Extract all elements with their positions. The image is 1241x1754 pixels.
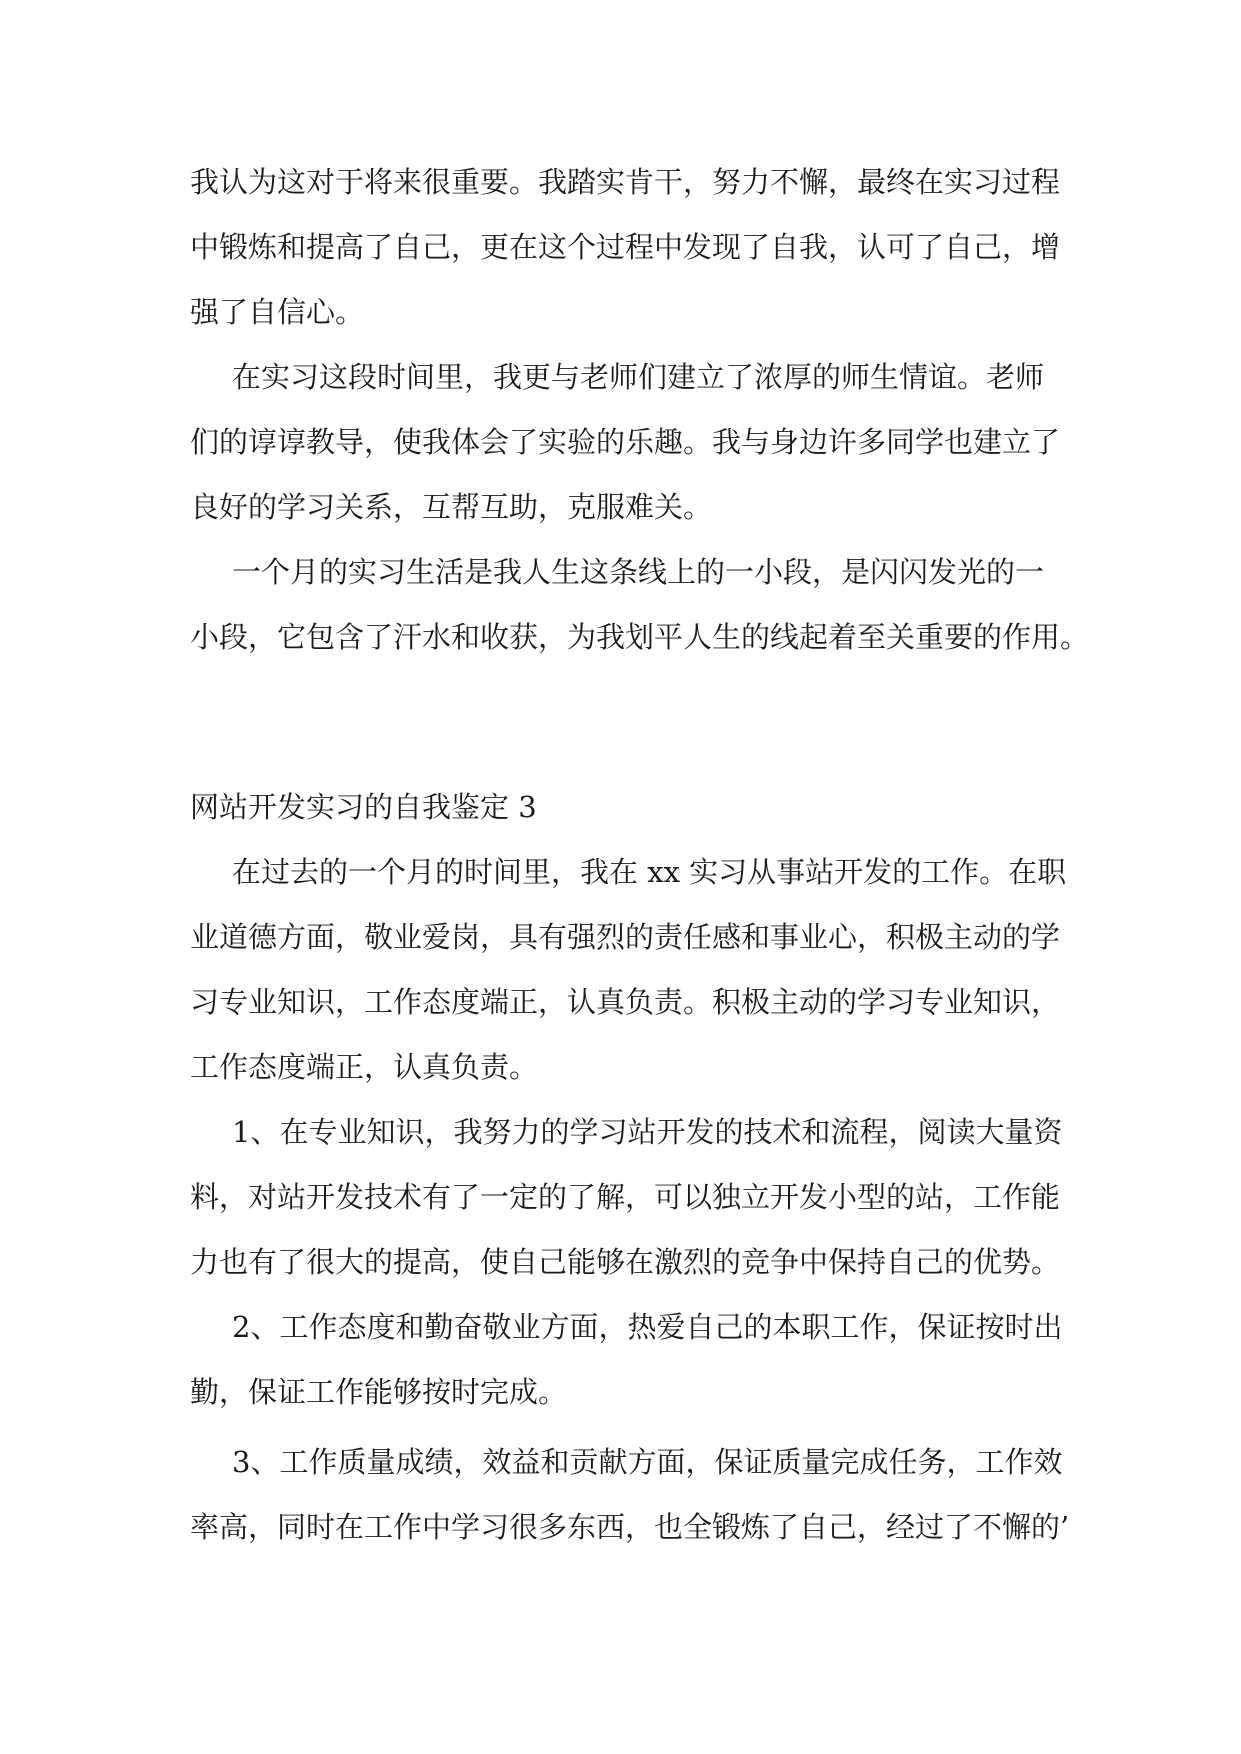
paragraph-line: 中锻炼和提高了自己，更在这个过程中发现了自我，认可了自己，增 (190, 230, 1061, 264)
paragraph-line: 工作态度端正，认真负责。 (190, 1050, 539, 1084)
paragraph-line: 3、工作质量成绩，效益和贡献方面，保证质量完成任务，工作效 (232, 1445, 1063, 1479)
paragraph-line: 1、在专业知识，我努力的学习站开发的技术和流程，阅读大量资 (232, 1115, 1063, 1149)
paragraph-line: 小段，它包含了汗水和收获，为我划平人生的线起着至关重要的作用。 (190, 620, 1090, 654)
paragraph-line: 料，对站开发技术有了一定的了解，可以独立开发小型的站，工作能 (190, 1180, 1061, 1214)
paragraph-line: 2、工作态度和勤奋敬业方面，热爱自己的本职工作，保证按时出 (232, 1310, 1063, 1344)
paragraph-line: 习专业知识，工作态度端正，认真负责。积极主动的学习专业知识， (190, 985, 1061, 1019)
paragraph-line: 力也有了很大的提高，使自己能够在激烈的竞争中保持自己的优势。 (190, 1245, 1061, 1279)
paragraph-line: 良好的学习关系，互帮互助，克服难关。 (190, 490, 713, 524)
paragraph-line: 们的谆谆教导，使我体会了实验的乐趣。我与身边许多同学也建立了 (190, 425, 1061, 459)
paragraph-line: 在实习这段时间里，我更与老师们建立了浓厚的师生情谊。老师 (232, 360, 1045, 394)
paragraph-line: 一个月的实习生活是我人生这条线上的一小段，是闪闪发光的一 (232, 555, 1045, 589)
paragraph-line: 在过去的一个月的时间里，我在 xx 实习从事站开发的工作。在职 (232, 855, 1067, 889)
paragraph-line: 强了自信心。 (190, 295, 365, 329)
paragraph-line: 业道德方面，敬业爱岗，具有强烈的责任感和事业心，积极主动的学 (190, 920, 1061, 954)
paragraph-line: 我认为这对于将来很重要。我踏实肯干，努力不懈，最终在实习过程 (190, 165, 1061, 199)
paragraph-line: 勤，保证工作能够按时完成。 (190, 1375, 568, 1409)
paragraph-line: 率高，同时在工作中学习很多东西，也全锻炼了自己，经过了不懈的’ (190, 1510, 1070, 1544)
section-heading: 网站开发实习的自我鉴定 3 (190, 790, 537, 824)
